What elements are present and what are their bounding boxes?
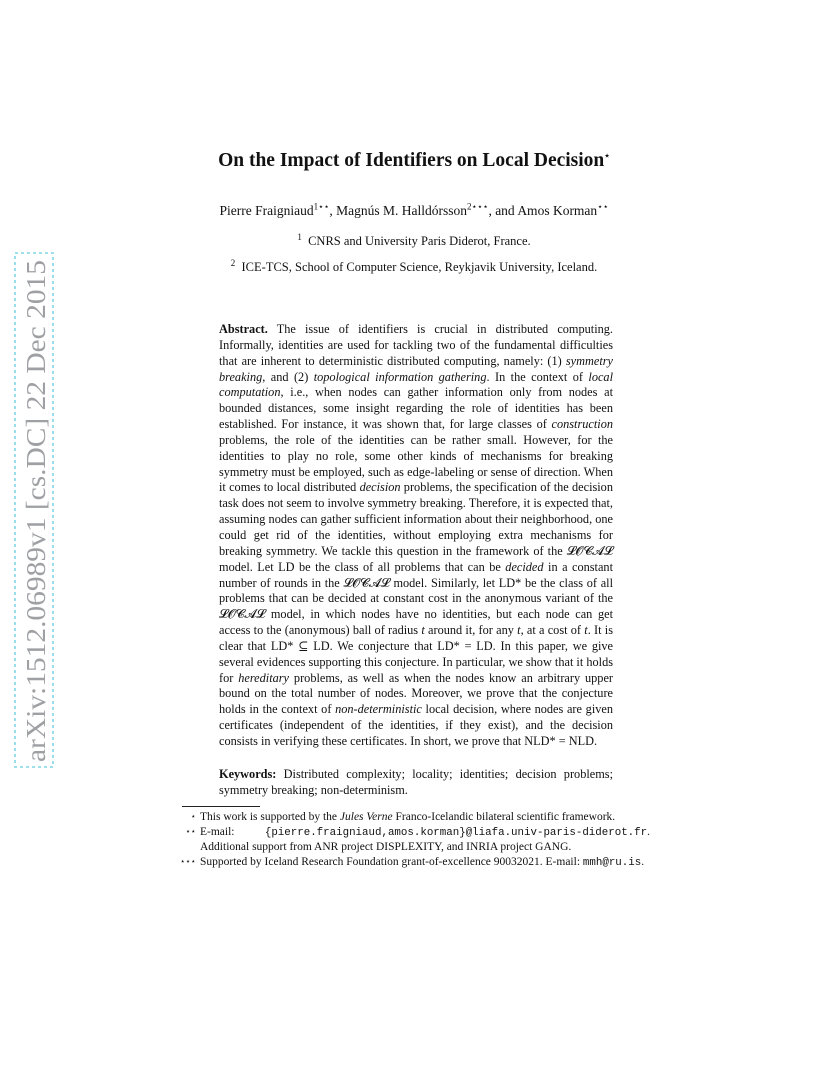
footnote-text-part: This work is supported by the [200,811,340,823]
affiliation-2 [0,257,828,275]
affiliation-text: ICE-TCS, School of Computer Science, Reykjavik University, Iceland. [241,260,598,274]
author-separator: , and [488,203,518,218]
abstract-text: . In the context of [486,369,589,384]
author-name: Magnús M. Halldórsson [336,203,468,218]
footnote-text [200,855,650,871]
abstract-emphasis: hereditary [238,670,290,685]
email-address: {pierre.fraigniaud,amos.korman}@liafa.univ-paris-diderot.fr [264,826,648,839]
abstract-text: around it, for any [424,623,518,638]
keywords [219,767,613,799]
abstract-emphasis: construction [551,417,613,432]
abstract-emphasis: symmetry breaking [219,353,613,384]
local-model-name: 𝓛𝓞𝓒𝓐𝓛 [219,607,266,622]
title-footnote-mark: ⋆ [604,150,610,161]
footnote [172,855,650,871]
footnote-text-part: E-mail: [200,825,265,838]
math-variable: t [421,623,425,638]
arxiv-id: arXiv:1512.06989v1 [cs.DC] 22 Dec 2015 [21,301,51,762]
abstract-text: problems, the specification of the decision task does not seem to involve symmetry breaking. Therefore, it is expected that, assuming nodes can gather sufficient information about their neighborhood, one could get rid of the identities, without employing extra mechanisms for breaking symmetry. We tackle this question in the framework of the [219,480,613,558]
affiliation-text: CNRS and University Paris Diderot, France. [308,234,531,248]
footnote-text-part: Franco-Icelandic bilateral scientific framework. [392,811,616,823]
footnote-text [200,825,650,855]
abstract-emphasis: topological information gathering [313,369,487,384]
footnote-text-part: . Additional support from ANR project DISPLEXITY, and INRIA project GANG. [200,825,650,854]
math-variable: t [517,623,521,638]
affiliation-1 [0,231,828,249]
keywords-label: Keywords: [219,767,277,781]
abstract-text: , and (2) [262,369,314,384]
footnote-text-part: Supported by Iceland Research Foundation grant-of-excellence 90032021. E-mail: [200,855,583,868]
footnote [172,810,650,825]
abstract-emphasis: local computation [219,369,613,400]
local-model-name: 𝓛𝓞𝓒𝓐𝓛 [566,543,613,558]
footnote [172,825,650,855]
keywords-text: Distributed complexity; locality; identities; decision problems; symmetry breaking; non-determinism. [219,767,613,797]
abstract-text: , i.e., when nodes can gather information only from nodes at bounded distances, some insight regarding the role of identities has been established. For instance, it was shown that, for large classes of [219,385,613,432]
abstract-text: , at a cost of [520,623,585,638]
author-mark: ⋆⋆ [597,201,609,212]
abstract-text: problems, as well as when the nodes know an arbitrary upper bound on the total number of nodes. Moreover, we prove that the conjecture holds in the context of [219,670,614,717]
footnote-text-part: . [641,855,645,868]
footnote-emphasis: Jules Verne [339,811,393,823]
footnotes [172,810,650,870]
author-mark: 2⋆⋆⋆ [467,201,489,212]
abstract [219,322,613,750]
abstract-label: Abstract. [219,322,268,336]
footnote-rule [182,806,260,807]
email-address: mmh@ru.is [582,856,642,869]
abstract-text: . It is clear that LD* ⊆ LD. We conjecture that LD* = LD. In this paper, we give several evidences supporting this conjecture. In particular, we show that it holds for [219,623,613,685]
local-model-name: 𝓛𝓞𝓒𝓐𝓛 [343,575,390,590]
abstract-text: model. Let LD be the class of all problems that can be [219,559,506,574]
abstract-emphasis: decision [359,480,401,495]
title-text: On the Impact of Identifiers on Local Decision [218,150,605,171]
affiliation-number: 2 [230,257,236,268]
abstract-text: model. Similarly, let LD* be the class of all problems that can be decided at constant cost in the anonymous variant of the [219,575,613,606]
math-variable: t [584,623,588,638]
author-mark: 1⋆⋆ [313,201,330,212]
abstract-text: The issue of identifiers is crucial in distributed computing. Informally, identities are used for tackling two of the fundamental difficulties that are inherent to deterministic distributed computing, namely: (1) [219,322,614,368]
paper-title [0,150,828,172]
abstract-text: in a constant number of rounds in the [219,559,613,590]
author-list [0,203,828,219]
author-name: Pierre Fraigniaud [219,203,314,218]
footnote-mark: ⋆ [190,811,196,821]
affiliation-number: 1 [297,231,302,242]
arxiv-stamp [12,250,56,770]
arxiv-stamp-svg [12,250,56,770]
abstract-text: model, in which nodes have no identities, but each node can get access to the (anonymous) ball of radius [219,607,613,638]
footnote-mark: ⋆⋆⋆ [180,855,196,866]
abstract-emphasis: decided [505,559,544,574]
abstract-text: local decision, where nodes are given certificates (independent of the identities, if they exist), and the decision consists in verifying these certificates. In short, we prove that NLD* = NLD. [219,702,613,748]
footnote-mark: ⋆⋆ [185,825,196,836]
abstract-text: problems, the role of the identities can be rather small. However, for the identities to play no role, some other kinds of mechanisms for breaking symmetry must be employed, such as edge-labeling or sense of direction. When it comes to local distributed [219,432,613,495]
abstract-emphasis: non-deterministic [335,702,422,717]
footnote-text [200,810,650,825]
author-name: Amos Korman [517,203,598,218]
author-separator: , [329,203,337,218]
